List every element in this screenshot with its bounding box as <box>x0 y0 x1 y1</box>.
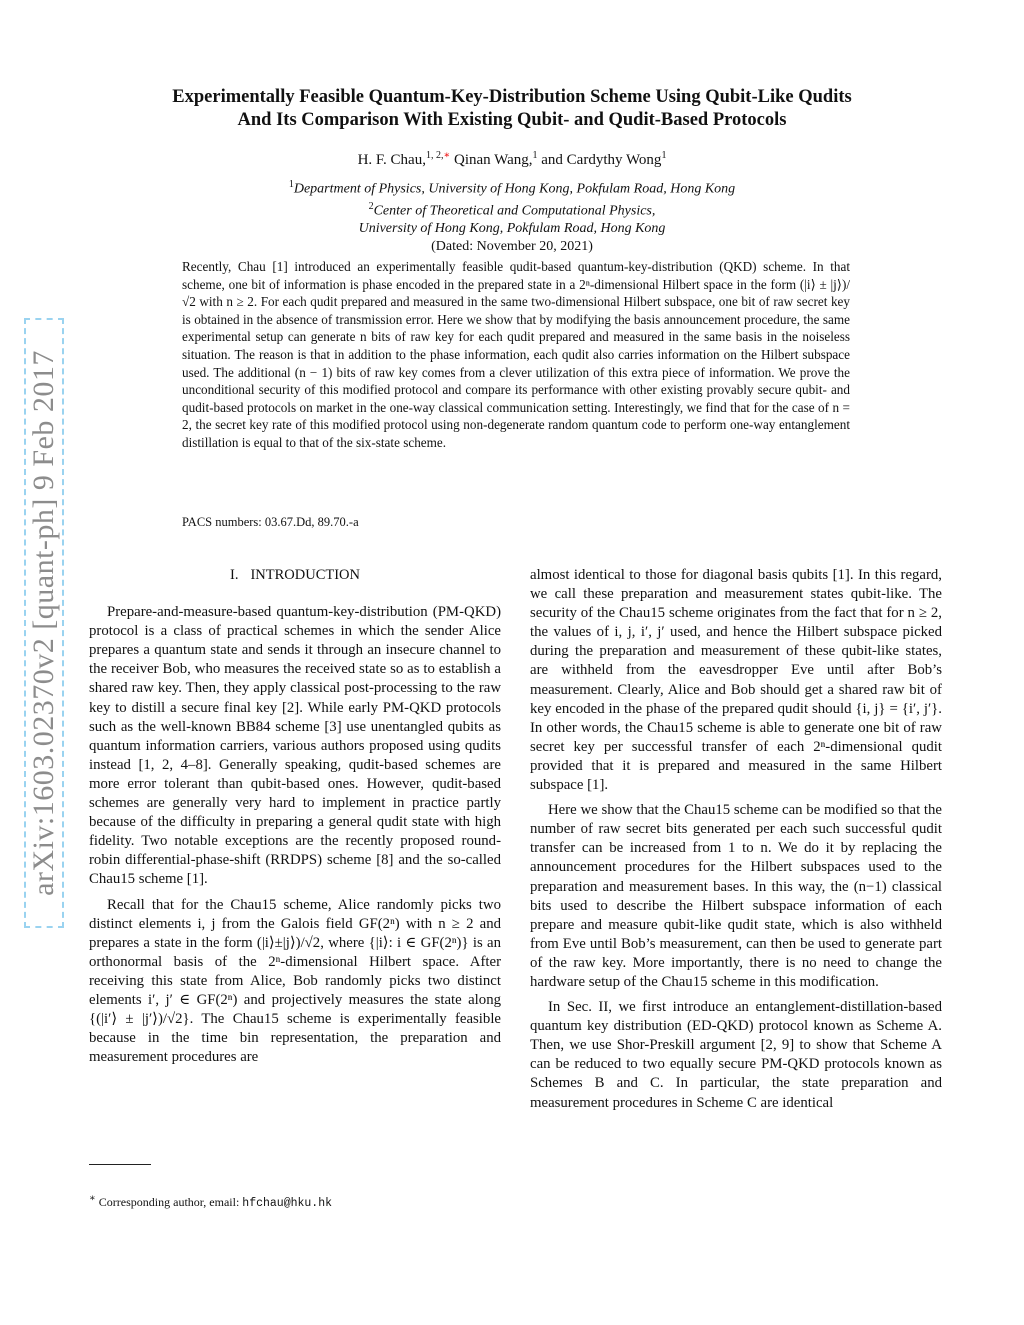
paper-title <box>60 86 964 132</box>
author-3-affil: 1 <box>661 150 667 161</box>
author-2-affil: 1 <box>532 150 538 161</box>
abstract: Recently, Chau [1] introduced an experimentally feasible qudit-based quantum-key-distribution (QKD) scheme. In that scheme, one bit of information is phase encoded in the prepared state in a 2ⁿ-dimensional Hilbert space in the form (|i⟩ ± |j⟩)/√2 with n ≥ 2. For each qudit prepared and measured in the same two-dimensional Hilbert subspace, one bit of raw secret key is obtained in the absence of transmission error. Here we show that by modifying the basis announcement procedure, the same experimental setup can generate n bits of raw key for each qudit prepared and measured in the same basis in the noiseless situation. The reason is that in addition to the phase information, each qudit also carries information on the Hilbert subspace used. The additional (n − 1) bits of raw key comes from a clever utilization of this extra piece of information. We prove the unconditional security of this modified protocol and compare its performance with other existing provably secure qubit- and qudit-based protocols on market in the one-way classical communication setting. Interestingly, we find that for the case of n = 2, the secret key rate of this modified protocol using non-degenerate random quantum code to perform one-way entanglement distillation is equal to that of the six-state scheme. <box>182 259 850 450</box>
left-column <box>89 566 501 1067</box>
paragraph: Prepare-and-measure-based quantum-key-distribution (PM-QKD) protocol is a class of practical schemes in which the sender Alice prepares a quantum state and sends it through an insecure channel to the receiver Bob, who measures the received state so as to establish a shared raw key. Then, they apply classical post-processing to the raw key to distill a secure final key [2]. While early PM-QKD protocols such as the well-known BB84 scheme [3] use unentangled qubits as quantum information carriers, various authors proposed using qudits instead [1, 2, 4–8]. Generally speaking, qudit-based schemes are more error tolerant than qubit-based ones. However, qudit-based schemes are generally very hard to implement in practice partly because of the difficulty in preparing a general qudit state with high fidelity. Two notable exceptions are the recently proposed round-robin differential-phase-shift (RRDPS) scheme [8] and the so-called Chau15 scheme [1]. <box>89 604 501 888</box>
paragraph: Recall that for the Chau15 scheme, Alice randomly picks two distinct elements i, j from the Galois field GF(2ⁿ) with n ≥ 2 and prepares a state in the form (|i⟩±|j⟩)/√2, where {|i⟩: i ∈ GF(2ⁿ)} is an orthonormal basis of the 2ⁿ-dimensional Hilbert space. After receiving this state from Alice, Bob randomly picks two distinct elements i′, j′ ∈ GF(2ⁿ) and projectively measures the state along {(|i′⟩ ± |j′⟩)/√2}. The Chau15 scheme is experimentally feasible because in the time bin representation, the preparation and measurement procedures are <box>89 896 501 1066</box>
arxiv-identifier: arXiv:1603.02370v2 [quant-ph] 9 Feb 2017 <box>27 350 60 896</box>
email-link[interactable]: hfchau@hku.hk <box>242 1197 333 1210</box>
arxiv-stamp <box>24 318 64 928</box>
section-number: I. <box>229 567 239 583</box>
affiliation-2: Center of Theoretical and Computational Physics, <box>373 203 656 219</box>
title-line-1: Experimentally Feasible Quantum-Key-Distribution Scheme Using Qubit-Like Qudits <box>172 87 852 107</box>
title-line-2: And Its Comparison With Existing Qubit- and Qudit-Based Protocols <box>237 110 787 130</box>
footnote-text: Corresponding author, email: <box>98 1195 240 1209</box>
section-heading <box>89 566 501 585</box>
author-3: and Cardythy Wong <box>541 152 662 168</box>
date-line: (Dated: November 20, 2021) <box>431 238 593 254</box>
footnote <box>89 1193 332 1210</box>
footnote-mark: ∗ <box>89 1193 96 1204</box>
affiliations: $^1$Department of Physics, University of Hong Kong, Pokfulam Road, Hong Kong $^2$Center of Theoretical and Computational Physics, University of Hong Kong, Pokfulam Road, Hong Kong (Dated: November 20, 2021) <box>60 176 964 255</box>
author-1-affil: 1, 2,∗ <box>425 150 451 161</box>
pacs-numbers: PACS numbers: 03.67.Dd, 89.70.-a <box>182 515 359 529</box>
footnote-divider <box>89 1164 151 1165</box>
right-column <box>530 566 942 1113</box>
author-2: Qinan Wang, <box>454 152 533 168</box>
section-title: INTRODUCTION <box>250 567 360 583</box>
corresponding-mark[interactable]: ∗ <box>443 150 451 161</box>
paragraph: almost identical to those for diagonal basis qubits [1]. In this regard, we call these preparation and measurement states qubit-like. The security of the Chau15 scheme originates from the fact that for n ≥ 2, the values of i, j, i′, j′ used, and hence the Hilbert subspace picked during the preparation and measurement of these qubit-like states, are withheld from the eavesdropper Eve until after Bob’s measurement. Clearly, Alice and Bob should get a shared raw bit of key encoded in the phase of the prepared qudit should {i, j} = {i′, j′}. In other words, the Chau15 scheme is able to generate one bit of raw secret key per successful transfer of each 2ⁿ-dimensional qudit provided that it is prepared and measured in the same Hilbert subspace [1]. <box>530 567 942 794</box>
affiliation-1: Department of Physics, University of Hong Kong, Pokfulam Road, Hong Kong <box>293 181 736 197</box>
affiliation-2-cont: University of Hong Kong, Pokfulam Road, Hong Kong <box>358 221 666 237</box>
author-1: H. F. Chau, <box>357 152 426 168</box>
author-list <box>60 150 964 169</box>
paragraph: Here we show that the Chau15 scheme can be modified so that the number of raw secret bits generated per each such successful qudit transfer can be increased from 1 to n. We do it by replacing the announcement procedures for the Hilbert subspaces used to the preparation and measurement bases. In this way, the (n−1) classical bits used to describe the Hilbert subspace information of each prepare and measure qubit-like qudit state, which is also withheld from Eve until Bob’s measurement, can then be used to generate part of the raw key. More importantly, there is no need to change the hardware setup of the Chau15 scheme in this modification. <box>530 802 942 990</box>
paragraph: In Sec. II, we first introduce an entanglement-distillation-based quantum key distribution (ED-QKD) protocol known as Scheme A. Then, we use Shor-Preskill argument [2, 9] to show that Scheme A can be reduced to two equally secure PM-QKD protocols known as Schemes B and C. In particular, the state preparation and measurement procedures in Scheme C are identical <box>530 999 942 1111</box>
